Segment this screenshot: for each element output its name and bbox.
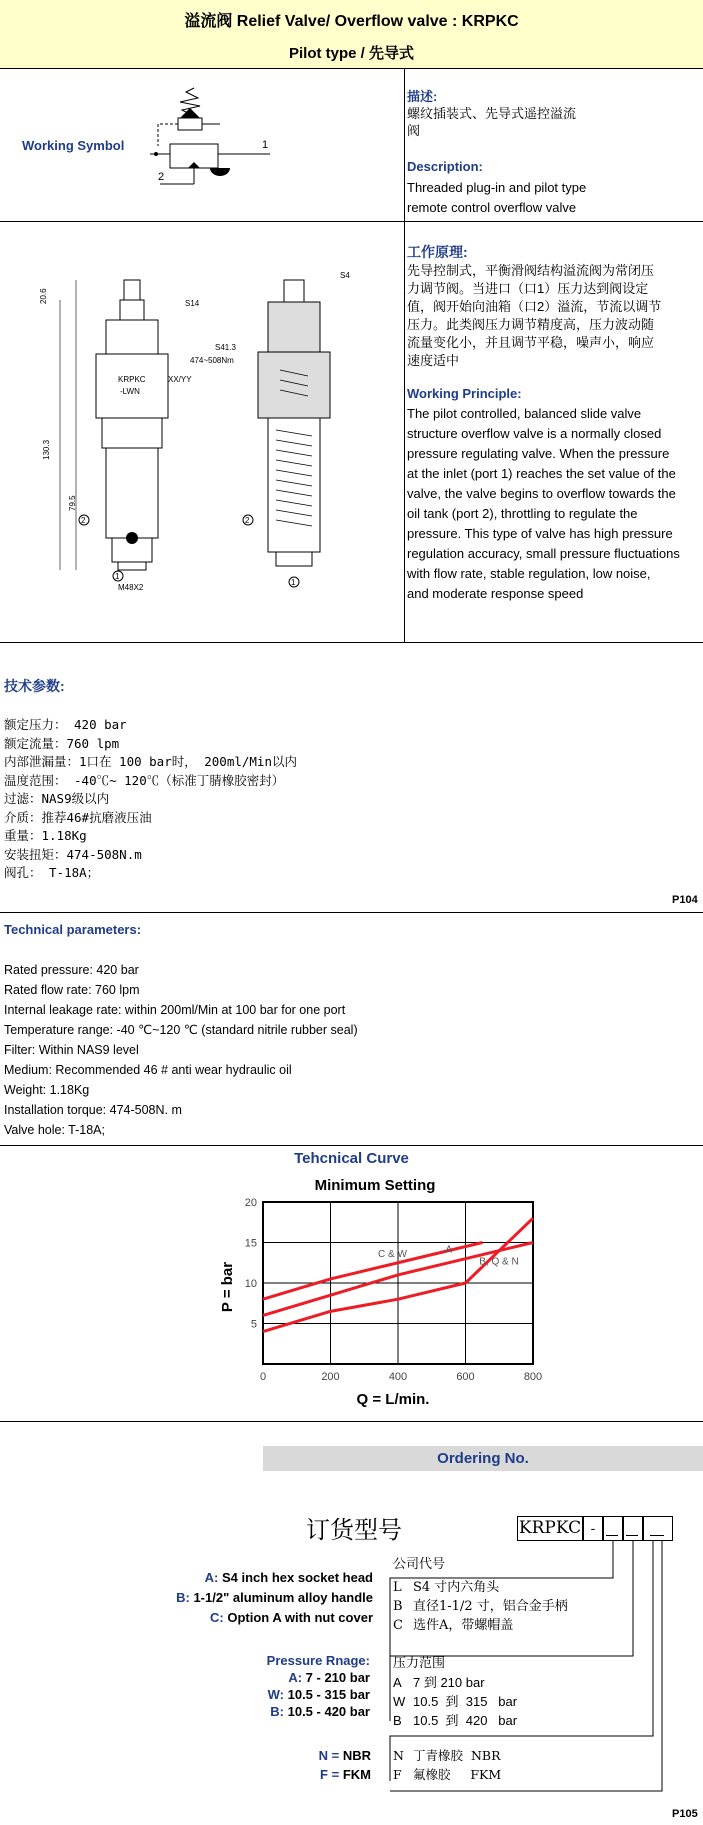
- principle-en-heading: Working Principle:: [407, 386, 522, 401]
- pressure-cn: [393, 1654, 517, 1730]
- ordering-banner-label: Ordering No.: [437, 1450, 529, 1467]
- seal-en-item: N = NBR: [318, 1748, 371, 1763]
- subtitle-cn: 先导式: [369, 45, 415, 62]
- y-tick-label: 10: [244, 1278, 257, 1290]
- options-en: [0, 1568, 373, 1628]
- page-number: P104: [672, 894, 698, 906]
- chart-ylabel: P = bar: [219, 1261, 236, 1313]
- thread-label: M48X2: [118, 583, 144, 592]
- label-xxyy: XX/YY: [168, 375, 192, 384]
- seal-en-item: F = FKM: [320, 1767, 371, 1782]
- subtitle-en: Pilot type /: [288, 45, 365, 62]
- y-tick-label: 20: [244, 1197, 257, 1209]
- port-1-label: 1: [291, 578, 296, 587]
- tech-cn-line: 安装扭矩：474-508N.m: [4, 846, 142, 862]
- tech-en-line: Installation torque: 474-508N. m: [4, 1103, 182, 1117]
- principle-en-line: valve, the valve begins to overflow towards the: [407, 486, 676, 501]
- code-slot-pressure: [623, 1516, 643, 1541]
- tech-en-line: Medium: Recommended 46 # anti wear hydraulic oil: [4, 1063, 292, 1077]
- port-1-label: 1: [115, 572, 120, 581]
- principle-en-line: The pilot controlled, balanced slide valve: [407, 406, 642, 421]
- code-slot-option: [603, 1516, 623, 1541]
- label-torque: 474~508Nm: [190, 356, 234, 365]
- pressure-cn-item: W 10.5 到 315 bar: [393, 1694, 518, 1709]
- tech-cn-list: [4, 716, 297, 883]
- principle-en-line: at the inlet (port 1) reaches the set value of the: [407, 466, 676, 481]
- divider: [0, 221, 703, 222]
- tech-cn-line: 介质：推荐46#抗磨液压油: [4, 809, 152, 825]
- code-slot-underline: [606, 1535, 618, 1536]
- divider: [0, 912, 703, 913]
- tech-en-line: Rated pressure: 420 bar: [4, 963, 139, 977]
- label-krpkc: KRPKC: [118, 375, 146, 384]
- description-cn-heading: 描述:: [407, 89, 438, 104]
- vertical-divider-mid: [404, 222, 405, 642]
- hydraulic-symbol: [150, 88, 280, 188]
- working-symbol-label: Working Symbol: [22, 138, 125, 153]
- description-cn-line: 阀: [407, 123, 421, 138]
- dim-top-label: 20.6: [39, 288, 48, 304]
- option-en-item: C: Option A with nut cover: [210, 1610, 373, 1625]
- principle-cn-line: 力调节阀。当进口（口1）压力达到阀设定: [407, 281, 649, 296]
- principle-cn-line: 速度适中: [407, 353, 460, 368]
- principle-cn-line: 流量变化小，并且调节平稳，噪声小，响应: [407, 335, 655, 350]
- tech-cn-line: 额定流量：760 lpm: [4, 735, 120, 751]
- series-label: B, Q & N: [479, 1256, 519, 1268]
- divider: [0, 1145, 703, 1146]
- label-s4: S4: [340, 271, 350, 280]
- vertical-divider-top: [404, 69, 405, 221]
- divider: [0, 68, 703, 69]
- page-subtitle: [0, 42, 703, 63]
- tech-en-list: [4, 960, 358, 1140]
- option-cn-item: C 选件A，带螺帽盖: [393, 1618, 514, 1633]
- option-en-item: B: 1-1/2" aluminum alloy handle: [176, 1590, 373, 1605]
- tech-en-line: Rated flow rate: 760 lpm: [4, 983, 140, 997]
- tech-en-line: Filter: Within NAS9 level: [4, 1043, 139, 1057]
- title-cn: 溢流阀: [184, 13, 233, 30]
- principle-en-line: structure overflow valve is a normally closed: [407, 426, 662, 441]
- principle-en-line: regulation accuracy, small pressure fluctuations: [407, 546, 680, 561]
- label-s413: S41.3: [215, 343, 236, 352]
- option-cn-item: L S4 寸内六角头: [393, 1580, 500, 1595]
- description-en-line: remote control overflow valve: [407, 200, 577, 215]
- valve-drawing: [40, 270, 370, 600]
- principle-cn-heading: 工作原理:: [407, 244, 468, 260]
- working-principle: [407, 242, 680, 604]
- pressure-cn-heading: 压力范围: [393, 1656, 446, 1671]
- pressure-en-heading: Pressure Rnage:: [266, 1653, 370, 1668]
- seal-cn-item: F 氟橡胶 FKM: [393, 1767, 502, 1782]
- code-slot-seal: [643, 1516, 673, 1541]
- page-number: P105: [672, 1808, 698, 1820]
- principle-en-line: with flow rate, stable regulation, low noise,: [407, 566, 651, 581]
- tech-en-line: Valve hole: T-18A;: [4, 1123, 105, 1137]
- ordering-title: 订货型号: [306, 1516, 402, 1544]
- port-2-label: 2: [245, 516, 250, 525]
- x-tick-label: 400: [388, 1371, 408, 1383]
- tech-cn-line: 阀孔： T-18A；: [4, 865, 100, 880]
- tech-en-line: Internal leakage rate: within 200ml/Min at 100 bar for one port: [4, 1003, 346, 1017]
- tech-en-line: Temperature range: -40 ℃~120 ℃ (standard nitrile rubber seal): [4, 1023, 358, 1037]
- seal-cn-item: N 丁青橡胶 NBR: [393, 1748, 501, 1763]
- label-lwn: -LWN: [120, 387, 140, 396]
- tech-en-line: Weight: 1.18Kg: [4, 1083, 90, 1097]
- pressure-en-item: W: 10.5 - 315 bar: [267, 1687, 370, 1702]
- option-cn-item: B 直径1-1/2 寸，铝合金手柄: [393, 1599, 568, 1614]
- tech-cn-line: 重量：1.18Kg: [4, 828, 87, 843]
- y-tick-label: 15: [244, 1237, 257, 1250]
- x-tick-label: 0: [259, 1371, 267, 1383]
- principle-cn-line: 压力。此类阀压力调节精度高，压力波动随: [407, 317, 655, 332]
- title-en: Relief Valve/ Overflow valve : KRPKC: [236, 13, 519, 30]
- model-code-box: [517, 1516, 583, 1541]
- pressure-en-item: A: 7 - 210 bar: [288, 1670, 370, 1685]
- model-code: KRPKC: [518, 1518, 582, 1538]
- company-code-label: 公司代号: [393, 1557, 446, 1572]
- principle-cn-line: 值，阀开始向油箱（口2）溢流，节流以调节: [407, 299, 662, 314]
- chart-xlabel: Q = L/min.: [356, 1391, 430, 1408]
- tech-cn-heading: 技术参数:: [4, 678, 65, 694]
- tech-cn-line: 内部泄漏量：1口在 100 bar时， 200ml/Min以内: [4, 754, 297, 769]
- principle-cn-line: 先导控制式，平衡滑阀结构溢流阀为常闭压: [407, 263, 655, 278]
- label-s14: S14: [185, 299, 200, 308]
- code-slot-underline: [650, 1535, 664, 1536]
- pressure-cn-item: A 7 到 210 bar: [393, 1675, 485, 1690]
- port-2-label: 2: [81, 516, 86, 525]
- pressure-en: [0, 1652, 370, 1720]
- code-slot-underline: [626, 1535, 638, 1536]
- dim-mid-label: 130.3: [42, 439, 51, 460]
- description: [407, 88, 586, 218]
- tech-cn-line: 温度范围： -40℃~ 120℃（标准丁腈橡胶密封）: [4, 772, 285, 788]
- principle-en-line: pressure regulating valve. When the pressure: [407, 446, 670, 461]
- x-tick-label: 600: [456, 1371, 475, 1383]
- divider: [0, 1421, 703, 1422]
- tech-cn-line: 过滤：NAS9级以内: [4, 791, 110, 806]
- series-label: A: [445, 1244, 453, 1256]
- description-en-heading: Description:: [407, 159, 483, 174]
- pressure-cn-item: B 10.5 到 420 bar: [393, 1713, 518, 1728]
- code-separator: -: [583, 1516, 603, 1541]
- chart-heading: Tehcnical Curve: [294, 1150, 409, 1167]
- principle-en-line: and moderate response speed: [407, 586, 584, 601]
- divider: [0, 642, 703, 643]
- tech-cn-line: 额定压力： 420 bar: [4, 717, 127, 732]
- principle-en-line: pressure. This type of valve has high pressure: [407, 526, 673, 541]
- x-tick-label: 800: [523, 1371, 543, 1383]
- principle-en-line: oil tank (port 2), throttling to regulate the: [407, 506, 638, 521]
- dim-low-label: 79.5: [68, 495, 77, 511]
- y-tick-label: 5: [250, 1318, 257, 1331]
- technical-curve-chart: [210, 1172, 560, 1412]
- seal-en: [0, 1746, 371, 1784]
- option-en-item: A: S4 inch hex socket head: [204, 1570, 373, 1585]
- header: [0, 0, 703, 68]
- options-cn: [393, 1578, 568, 1635]
- port-1-label: 1: [262, 139, 269, 151]
- chart-title: Minimum Setting: [314, 1177, 436, 1194]
- page-title: [0, 8, 703, 31]
- x-tick-label: 200: [321, 1371, 340, 1383]
- pressure-en-item: B: 10.5 - 420 bar: [270, 1704, 370, 1719]
- description-cn-line: 螺纹插装式、先导式遥控溢流: [407, 106, 577, 121]
- description-en-line: Threaded plug-in and pilot type: [407, 180, 587, 195]
- port-2-label: 2: [158, 171, 165, 183]
- series-label: C & W: [378, 1248, 407, 1260]
- seal-cn: [393, 1746, 501, 1784]
- tech-en-heading: Technical parameters:: [4, 922, 142, 937]
